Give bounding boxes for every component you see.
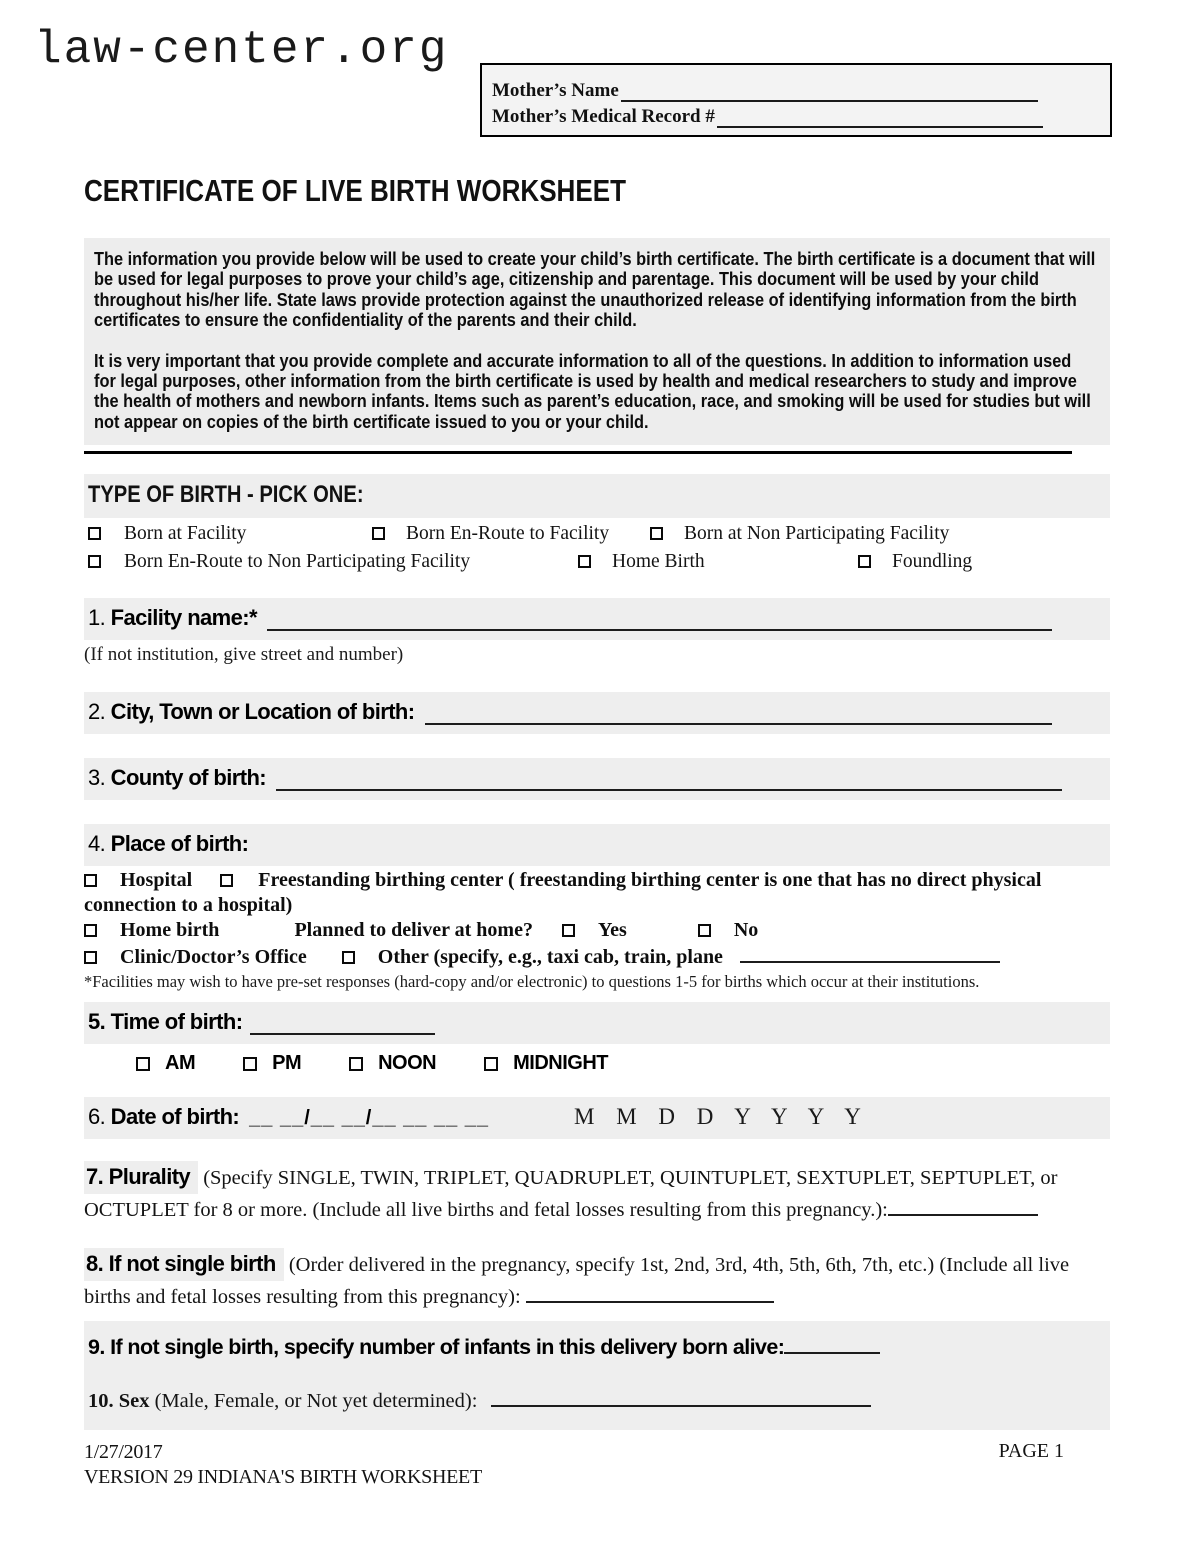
q8-birth-order [84,1248,1110,1313]
checkbox-freestanding-center[interactable] [220,874,233,887]
label-foundling: Foundling [892,551,973,573]
mothers-name-label: Mother’s Name [492,80,619,101]
other-specify-input-line[interactable] [740,943,1000,963]
footer-left [84,1440,482,1490]
sex-input-line[interactable] [491,1387,871,1407]
q6-number: 6. [88,1104,106,1130]
q1-number: 1. [88,605,106,631]
checkbox-home-birth-type[interactable] [578,555,591,568]
section-divider [84,451,1072,454]
type-of-birth-row-2 [84,551,1110,577]
checkbox-born-enroute-facility[interactable] [372,527,385,540]
label-noon: NOON [378,1052,437,1075]
label-born-enroute-non-participating: Born En-Route to Non Participating Facility [124,551,471,573]
intro-block [84,238,1110,445]
q4-options [84,868,1094,970]
checkbox-born-non-participating[interactable] [650,527,663,540]
checkbox-planned-no[interactable] [698,924,711,937]
mothers-record-label: Mother’s Medical Record # [492,106,715,127]
checkbox-foundling[interactable] [858,555,871,568]
mothers-record-row [492,102,1098,128]
footer-version: VERSION 29 INDIANA'S BIRTH WORKSHEET [84,1466,482,1489]
q6-date-of-birth-header [84,1097,1110,1139]
label-freestanding-center: Freestanding birthing center ( freestanding birthing center is one that has no direct physical connection to a hospital) [84,869,1042,917]
label-home-birth-type: Home Birth [612,551,705,573]
date-of-birth-blanks[interactable]: __ __/__ __/__ __ __ __ [249,1107,490,1130]
type-of-birth-header [84,474,1110,518]
type-of-birth-row-1 [84,523,1110,549]
footer-date: 1/27/2017 [84,1441,163,1464]
q10-sex [88,1387,1110,1413]
county-input-line[interactable] [276,767,1062,791]
q7-plurality [84,1161,1110,1226]
mothers-name-input-line[interactable] [621,80,1038,102]
q6-label: Date of birth: [110,1104,240,1130]
q5-time-of-birth-header [84,1002,1110,1044]
mothers-record-input-line[interactable] [717,106,1043,128]
label-home-birth: Home birth [120,919,220,942]
q9-label: 9. If not single birth, specify number of infants in this delivery born alive: [88,1335,785,1360]
intro-paragraph-2: It is very important that you provide complete and accurate information to all of the questions. In addition to information used for legal purposes, other information from the birth certificate is used by health and medical researchers to study and improve the health of mothers and newborn infants. Items such as parent’s education, race, and smoking will be used for studies but will not appear on copies of the birth certificate issued to you or your child. [94,349,1091,432]
checkbox-clinic-doctors-office[interactable] [84,951,97,964]
intro-text [94,249,1097,432]
time-of-birth-input-line[interactable] [250,1015,435,1035]
checkbox-midnight[interactable] [484,1057,498,1071]
q2-number: 2. [88,699,106,725]
label-born-at-facility: Born at Facility [124,523,247,545]
checkbox-noon[interactable] [349,1057,363,1071]
checkbox-planned-yes[interactable] [562,924,575,937]
q3-label: County of birth: [110,765,267,791]
label-other: Other (specify, e.g., taxi cab, train, plane [377,946,723,969]
q7-text: (Specify SINGLE, TWIN, TRIPLET, QUADRUPLET, QUINTUPLET, SEXTUPLET, SEPTUPLET, or OCTUPLET for 8 or more. (Include all live births and fetal losses resulting from this pregnancy.): [84,1167,1058,1222]
footer-page-number: PAGE 1 [998,1440,1064,1463]
label-clinic-doctors-office: Clinic/Doctor’s Office [120,946,307,969]
mother-info-box [480,63,1112,137]
q8-heading: 8. If not single birth [84,1248,284,1281]
q4-footnote: *Facilities may wish to have pre-set responses (hard-copy and/or electronic) to questions 1-5 for births which occur at their institutions. [84,972,980,992]
q8-text: (Order delivered in the pregnancy, specify 1st, 2nd, 3rd, 4th, 5th, 6th, 7th, etc.) (Include all live births and fetal losses resulting from this pregnancy): [84,1254,1070,1309]
q5-label: Time of birth: [110,1009,243,1035]
q5-options [136,1052,1110,1075]
checkbox-born-enroute-non-participating[interactable] [88,555,101,568]
checkbox-home-birth[interactable] [84,924,97,937]
q4-option-line-1 [84,868,1094,918]
q2-label: City, Town or Location of birth: [110,699,415,725]
q4-label: Place of birth: [110,831,249,857]
label-born-enroute-facility: Born En-Route to Facility [406,523,610,545]
q9-infants-born-alive [88,1334,1110,1360]
checkbox-hospital[interactable] [84,874,97,887]
q7-heading: 7. Plurality [84,1161,198,1194]
mothers-name-row [492,76,1098,102]
page-title-text: CERTIFICATE OF LIVE BIRTH WORKSHEET [84,173,627,208]
intro-paragraph-1: The information you provide below will be used to create your child’s birth certificate. The birth certificate is a document that will be used for legal purposes to prove your child’s age, citizenship and parentage. This document will be used by your child throughout his/her life. State laws provide protection against the unauthorized release of identifying information from the birth certificates to ensure the confidentiality of the parents and their child. [94,248,1096,331]
site-logo: law-center.org [34,24,449,76]
type-of-birth-heading: TYPE OF BIRTH - PICK ONE: [88,481,364,509]
page-title [84,173,1110,209]
form-content [84,173,1110,1490]
facility-name-input-line[interactable] [267,607,1052,631]
label-born-non-participating: Born at Non Participating Facility [684,523,950,545]
checkbox-am[interactable] [136,1057,150,1071]
label-hospital: Hospital [120,869,193,892]
label-planned-question: Planned to deliver at home? [294,919,533,942]
q1-label: Facility name:* [110,605,257,631]
page-footer [84,1440,1110,1490]
q3-number: 3. [88,765,106,791]
q2-city-header [84,692,1110,734]
q5-number: 5. [88,1009,106,1035]
birth-order-input-line[interactable] [526,1283,774,1303]
q4-place-of-birth-header [84,824,1110,866]
q4-number: 4. [88,831,106,857]
label-am: AM [165,1052,196,1075]
plurality-input-line[interactable] [888,1196,1038,1216]
label-pm: PM [272,1052,302,1075]
q10-text: (Male, Female, or Not yet determined): [154,1390,478,1413]
q1-facility-name-header [84,598,1110,640]
city-input-line[interactable] [425,701,1052,725]
q10-heading: 10. Sex [88,1390,150,1413]
date-format-hint: M M D D Y Y Y Y [574,1104,869,1130]
label-midnight: MIDNIGHT [513,1052,608,1075]
checkbox-other[interactable] [342,951,355,964]
page-header [0,0,1191,137]
q3-county-header [84,758,1110,800]
label-no: No [733,919,759,942]
q1-note: (If not institution, give street and number) [84,644,404,666]
q9-q10-block [84,1321,1110,1430]
label-yes: Yes [597,919,627,942]
checkbox-pm[interactable] [243,1057,257,1071]
q4-option-line-3 [84,943,1094,970]
infants-born-alive-input-line[interactable] [784,1334,880,1354]
q4-option-line-2 [84,918,1094,943]
checkbox-born-at-facility[interactable] [88,527,101,540]
